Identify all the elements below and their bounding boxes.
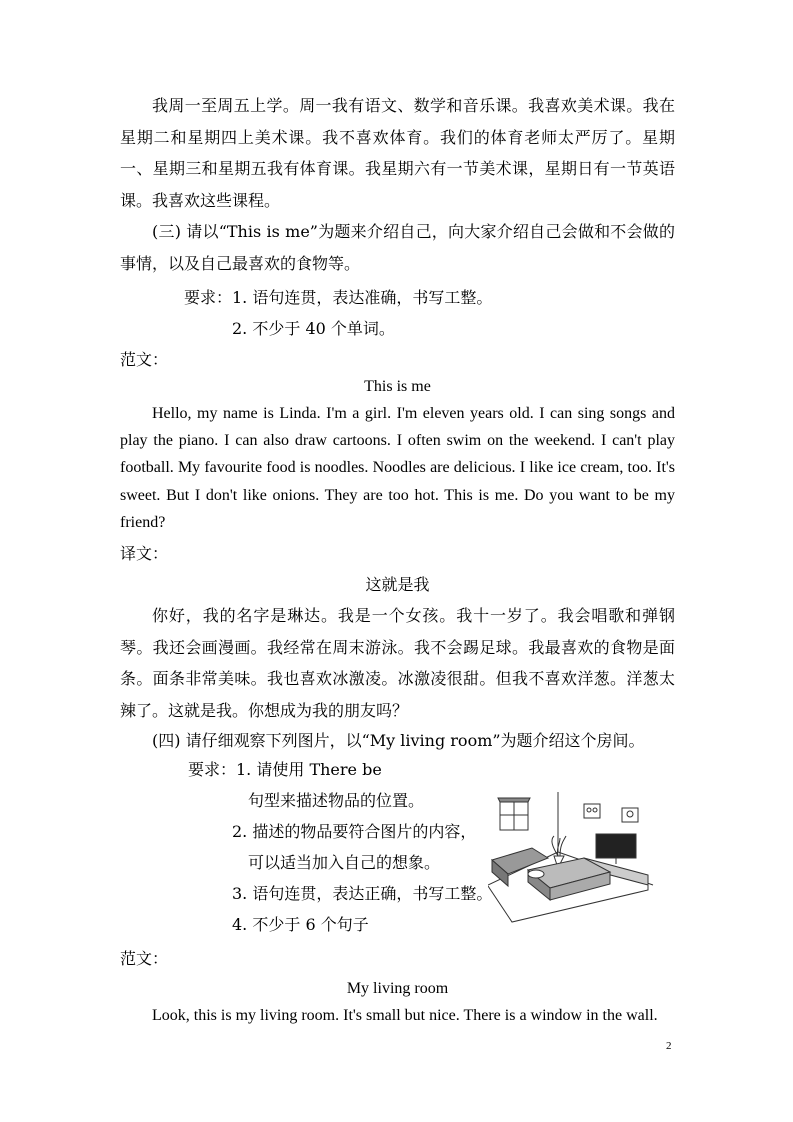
- tv-icon: [596, 834, 636, 858]
- sample-title-this-is-me: This is me: [364, 378, 431, 395]
- section4-requirement-2b: 可以适当加入自己的想象。: [248, 853, 441, 872]
- section4-sample-label: 范文：: [120, 949, 169, 968]
- section4-requirement-1a: 要求：1. 请使用 There be: [188, 760, 382, 779]
- section3-requirement-1: 要求：1. 语句连贯，表达准确，书写工整。: [184, 288, 493, 307]
- section3-prompt: (三) 请以“This is me”为题来介绍自己，向大家介绍自己会做和不会做的事情，以及自己最喜欢的食物等。: [120, 222, 675, 273]
- sample-title-my-living-room: My living room: [346, 980, 449, 997]
- section4-prompt: (四) 请仔细观察下列图片，以“My living room”为题介绍这个房间。: [152, 731, 645, 750]
- translation-title: 这就是我: [365, 575, 430, 594]
- page-number: 2: [666, 1040, 672, 1052]
- section3-requirement-2: 2. 不少于 40 个单词。: [232, 319, 395, 338]
- section4-requirement-1b: 句型来描述物品的位置。: [248, 791, 425, 810]
- section4-requirement-3: 3. 语句连贯，表达正确，书写工整。: [232, 884, 493, 903]
- section4-requirement-4: 4. 不少于 6 个句子: [232, 915, 369, 934]
- living-room-illustration: [488, 790, 658, 930]
- picture-frame-icon: [584, 804, 600, 818]
- section4-requirement-2a: 2. 描述的物品要符合图片的内容，: [232, 822, 477, 841]
- section3-sample-label: 范文：: [120, 350, 169, 369]
- translation-text: 你好，我的名字是琳达。我是一个女孩。我十一岁了。我会唱歌和弹钢琴。我还会画漫画。我经常在周末游泳。我不会踢足球。我最喜欢的食物是面条。面条非常美味。我也喜欢冰激凌。冰激凌很甜。但我不喜欢洋葱。洋葱太辣了。这就是我。你想成为我的朋友吗？: [120, 606, 675, 720]
- paragraph-weekly-classes: 我周一至周五上学。周一我有语文、数学和音乐课。我喜欢美术课。我在星期二和星期四上美术课。我不喜欢体育。我们的体育老师太严厉了。星期一、星期三和星期五我有体育课。我星期六有一节美术课，星期日有一节英语课。我喜欢这些课程。: [120, 96, 675, 210]
- sample-text-my-living-room: Look, this is my living room. It's small but nice. There is a window in the wall.: [152, 1007, 658, 1024]
- picture-frame-icon: [622, 808, 638, 822]
- sample-text-this-is-me: Hello, my name is Linda. I'm a girl. I'm eleven years old. I can sing songs and play the piano. I can also draw cartoons. I often swim on the weekend. I can't play football. My favourite food is noodles. Noodles are delicious. I like ice cream, too. It's sweet. But I don't like onions. They are too hot. This is me. Do you want to be my friend?: [120, 405, 675, 531]
- translation-label: 译文：: [120, 544, 169, 563]
